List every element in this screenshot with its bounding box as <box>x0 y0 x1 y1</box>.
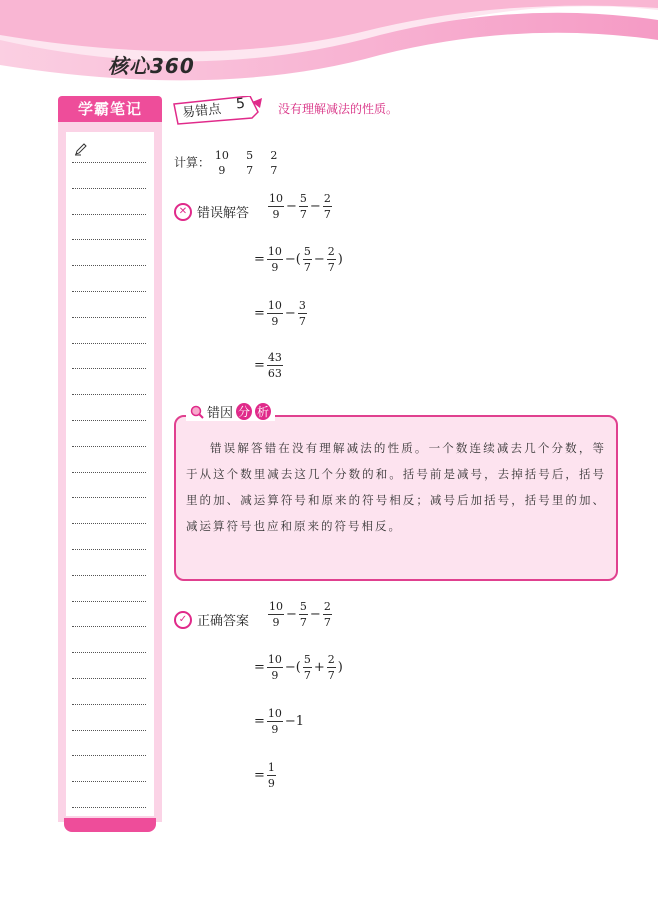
note-line <box>72 420 146 421</box>
note-paper <box>66 132 154 816</box>
note-line <box>72 781 146 782</box>
problem <box>174 150 278 176</box>
note-line <box>72 265 146 266</box>
equation-line <box>254 300 307 327</box>
equation-line <box>268 601 332 628</box>
analysis-label-badge: 分 <box>238 405 251 419</box>
fraction: $\frac{10}{9}$ <box>267 707 282 736</box>
note-line <box>72 497 146 498</box>
note-line <box>72 343 146 344</box>
problem-fraction: 2 7 <box>270 149 278 177</box>
header-title: 核心360 <box>108 54 195 78</box>
tag-label: 易错点 <box>181 101 222 121</box>
magnifier-icon <box>190 405 204 419</box>
operator: = <box>254 252 265 267</box>
note-line <box>72 601 146 602</box>
fraction: $\frac{10}{9}$ <box>267 299 282 328</box>
fraction: $\frac{5}{7}$ <box>303 245 311 274</box>
equation-line <box>268 193 332 220</box>
note-line <box>72 652 146 653</box>
wrong-answer-label: 错误解答 <box>197 206 250 221</box>
note-line <box>72 472 146 473</box>
equation-line <box>254 708 304 735</box>
cross-icon: ✕ <box>174 203 192 221</box>
note-line <box>72 730 146 731</box>
note-line <box>72 523 146 524</box>
equation-line <box>254 762 276 789</box>
note-line <box>72 704 146 705</box>
operator: = <box>254 358 265 373</box>
error-point-tag <box>172 96 260 124</box>
pencil-icon <box>74 142 88 156</box>
operator: − <box>313 252 325 267</box>
operator: ) <box>337 252 343 267</box>
header-banner <box>0 0 658 95</box>
analysis-label: 错因 <box>207 406 234 421</box>
fraction: $\frac{3}{7}$ <box>298 299 306 328</box>
equation-line <box>254 246 343 273</box>
analysis-text: 错误解答错在没有理解减法的性质。一个数连续减去几个分数，等于从这个数里减去这几个分数的和。括号前是减号，去掉括号后，括号里的加、减运算符号和原来的符号相反；减号后加括号，括号里的加、减运算符号也应和原来的符号相反。 <box>186 441 606 533</box>
operator: = <box>254 660 265 675</box>
note-line <box>72 626 146 627</box>
operator: −( <box>284 252 301 267</box>
sidebar-foot <box>64 818 156 832</box>
note-line <box>72 162 146 163</box>
note-line <box>72 575 146 576</box>
note-line <box>72 188 146 189</box>
note-line <box>72 755 146 756</box>
operator: = <box>254 714 265 729</box>
operator: − <box>309 199 321 214</box>
problem-label: 计算： <box>174 155 211 170</box>
fraction: $\frac{10}{9}$ <box>269 600 283 629</box>
fraction: $\frac{10}{9}$ <box>267 245 282 274</box>
analysis-label-badge: 析 <box>257 405 270 419</box>
topic-text: 没有理解减法的性质。 <box>278 102 399 116</box>
fraction: $\frac{2}{7}$ <box>323 600 331 629</box>
note-line <box>72 214 146 215</box>
correct-answer-heading <box>174 610 249 629</box>
problem-fraction: 10 9 <box>214 149 229 177</box>
fraction: $\frac{1}{9}$ <box>267 761 275 790</box>
fraction: $\frac{43}{63}$ <box>267 351 282 380</box>
sidebar-body <box>58 122 162 822</box>
fraction: $\frac{5}{7}$ <box>303 653 311 682</box>
fraction: $\frac{2}{7}$ <box>327 245 335 274</box>
fraction: $\frac{5}{7}$ <box>299 600 307 629</box>
fraction: $\frac{2}{7}$ <box>323 192 331 221</box>
operator: + <box>313 660 325 675</box>
fraction: $\frac{2}{7}$ <box>327 653 335 682</box>
note-line <box>72 368 146 369</box>
operator: = <box>254 768 265 783</box>
note-line <box>72 549 146 550</box>
operator: = <box>254 306 265 321</box>
operator: − <box>309 607 321 622</box>
operator: − <box>286 607 297 622</box>
note-line <box>72 239 146 240</box>
note-line <box>72 678 146 679</box>
operator: ) <box>337 660 343 675</box>
note-line <box>72 394 146 395</box>
note-line <box>72 291 146 292</box>
fraction: $\frac{10}{9}$ <box>269 192 283 221</box>
fraction: $\frac{10}{9}$ <box>267 653 282 682</box>
tag-number: 5 <box>235 95 246 113</box>
problem-fraction: 5 7 <box>246 149 254 177</box>
correct-answer-label: 正确答案 <box>197 614 250 629</box>
operator: −( <box>284 660 301 675</box>
fraction: $\frac{5}{7}$ <box>299 192 307 221</box>
analysis-panel <box>174 415 618 581</box>
equation-line <box>254 654 343 681</box>
wrong-answer-heading <box>174 202 249 221</box>
sidebar-title: 学霸笔记 <box>58 96 162 122</box>
note-line <box>72 807 146 808</box>
note-line <box>72 446 146 447</box>
operator: − <box>286 199 297 214</box>
operator: − <box>284 306 296 321</box>
note-line <box>72 317 146 318</box>
check-icon: ✓ <box>174 611 192 629</box>
analysis-heading <box>186 402 275 421</box>
equation-line <box>254 352 283 379</box>
notes-sidebar <box>58 96 162 834</box>
operator: −1 <box>284 714 305 729</box>
